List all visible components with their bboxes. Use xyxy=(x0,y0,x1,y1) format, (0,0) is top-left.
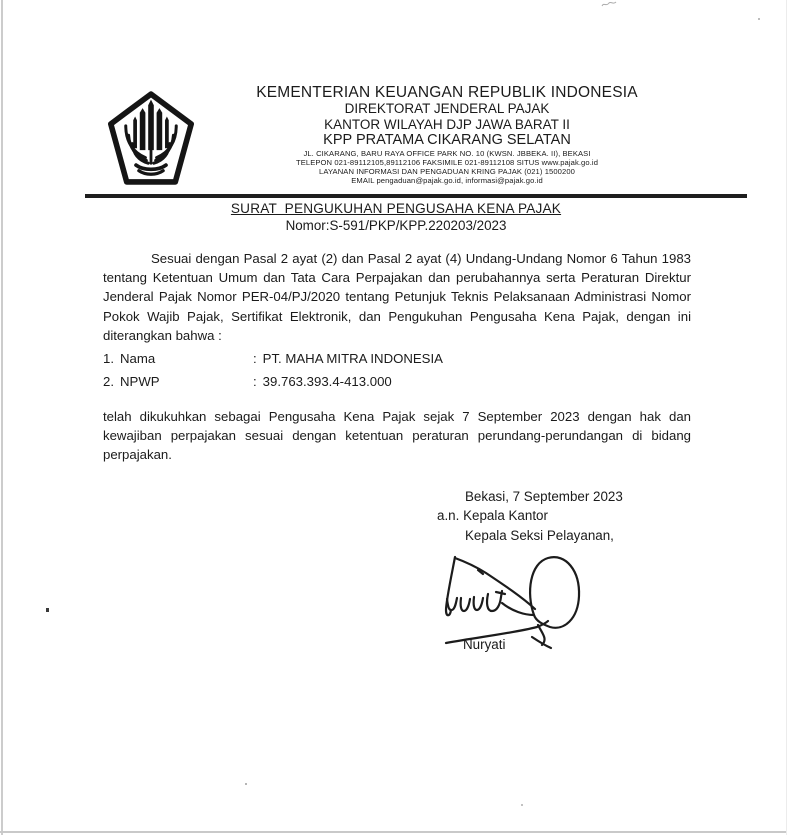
office-address: JL. CIKARANG, BARU RAYA OFFICE PARK NO. 10 (KWSN. JBBEKA. II), BEKASI xyxy=(303,148,591,158)
field-value: PT. MAHA MITRA INDONESIA xyxy=(262,351,443,366)
letterhead xyxy=(187,84,707,185)
scan-artifact-dot xyxy=(46,608,49,612)
signature-on-behalf-line xyxy=(437,506,707,525)
office-email: EMAIL pengaduan@pajak.go.id, informasi@pajak.go.id xyxy=(351,176,543,186)
office-name: KPP PRATAMA CIKARANG SELATAN xyxy=(323,132,571,148)
field-list xyxy=(103,347,663,393)
field-row-nama xyxy=(103,347,663,370)
scan-artifact-dot xyxy=(521,804,523,806)
scan-artifact-dot xyxy=(245,783,247,785)
scan-edge-bottom xyxy=(0,831,787,833)
title-block xyxy=(100,201,692,233)
on-behalf-abbrev: a.n. xyxy=(437,508,460,524)
signature-position2: Kepala Seksi Pelayanan, xyxy=(465,527,614,543)
signature-block xyxy=(437,487,707,652)
opening-paragraph: Sesuai dengan Pasal 2 ayat (2) dan Pasal 2 ayat (4) Undang-Undang Nomor 6 Tahun 1983 tentang Ketentuan Umum dan Tata Cara Perpajakan dan perubahannya serta Peraturan Direktur Jenderal Pajak Nomor PER-04/PJ/2020 tentang Petunjuk Teknis Pelaksanaan Administrasi Nomor Pokok Wajib Pajak, Sertifikat Elektronik, dan Pengukuhan Pengusaha Kena Pajak, dengan ini diterangkan bahwa : xyxy=(103,251,691,343)
closing-paragraph: telah dikukuhkan sebagai Pengusaha Kena Pajak sejak 7 September 2023 dengan hak dan kewajiban perpajakan sesuai dengan ketentuan peraturan perundang-perundangan di bidang perpajakan. xyxy=(103,409,691,463)
field-label: NPWP xyxy=(120,374,160,389)
kemenkeu-logo-icon xyxy=(108,90,194,186)
office-phone: TELEPON 021-89112105,89112106 FAKSIMILE 021-89112108 SITUS www.pajak.go.id xyxy=(295,157,599,167)
letterhead-rule xyxy=(85,194,747,198)
signature-position1: Kepala Kantor xyxy=(463,508,548,524)
document-title: SURAT PENGUKUHAN PENGUSAHA KENA PAJAK xyxy=(230,201,562,216)
field-label: Nama xyxy=(120,351,156,366)
scan-artifact-smudge xyxy=(601,0,619,9)
scan-artifact-dot xyxy=(758,18,760,20)
scan-edge-left xyxy=(1,0,3,835)
signature-place-date: Bekasi, 7 September 2023 xyxy=(465,489,623,504)
field-row-npwp xyxy=(103,370,663,393)
field-value: 39.763.393.4-413.000 xyxy=(262,374,392,389)
ministry-name: KEMENTERIAN KEUANGAN REPUBLIK INDONESIA xyxy=(256,84,638,101)
signer-name: Nuryati xyxy=(463,637,506,652)
field-number: 1. xyxy=(103,351,114,366)
document-number: Nomor:S-591/PKP/KPP.220203/2023 xyxy=(285,218,507,233)
directorate-name: DIREKTORAT JENDERAL PAJAK xyxy=(344,101,550,116)
field-number: 2. xyxy=(103,374,114,389)
field-separator: : xyxy=(253,351,257,366)
handwritten-signature xyxy=(434,553,596,654)
field-separator: : xyxy=(253,374,257,389)
regional-office-name: KANTOR WILAYAH DJP JAWA BARAT II xyxy=(324,116,570,132)
office-service-line: LAYANAN INFORMASI DAN PENGADUAN KRING PAJAK (021) 1500200 xyxy=(319,166,575,176)
